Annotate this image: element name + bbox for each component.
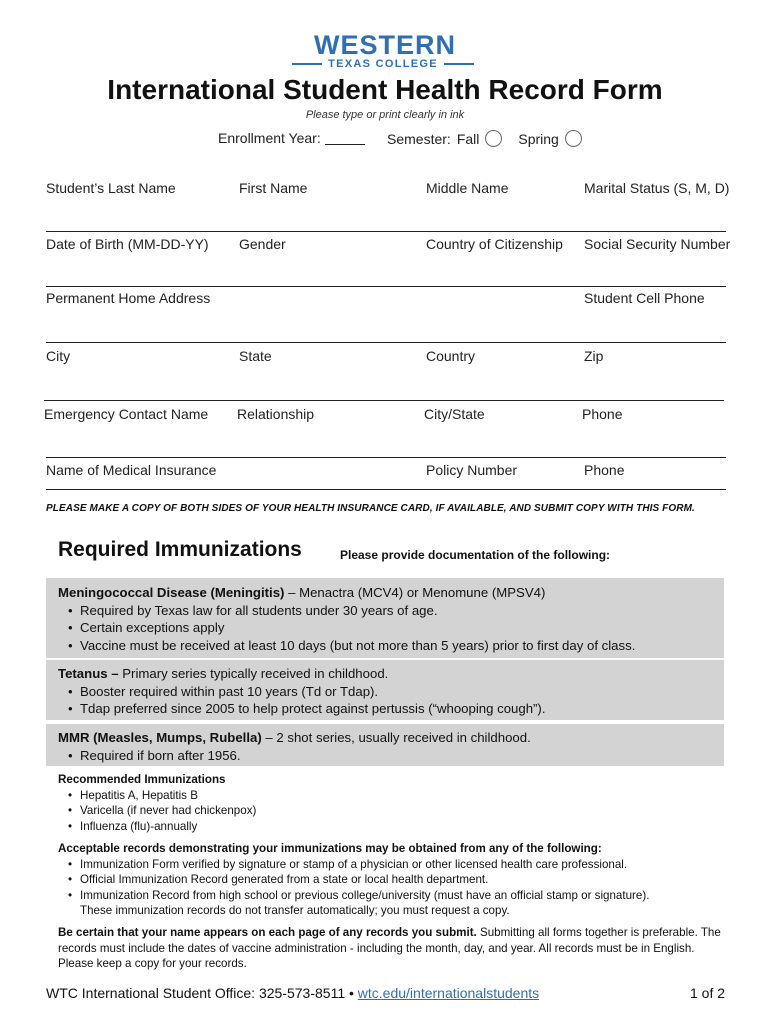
first-name-label: First Name [239,180,308,196]
semester-fall-radio[interactable] [485,130,502,147]
meningitis-bullet: • Required by Texas law for all students under 30 years of age. [58,602,724,620]
last-name-label: Student’s Last Name [46,180,176,196]
recommended-bullet: • Hepatitis A, Hepatitis B [58,788,728,804]
gender-label: Gender [239,236,286,252]
acceptable-records-bullet: • Immunization Record from high school or previous college/university (must have an official stamp or signature). [58,888,728,904]
mmr-title: MMR (Measles, Mumps, Rubella) [58,730,262,745]
relationship-label: Relationship [237,406,315,422]
contact-city-state-label: City/State [424,406,485,422]
documentation-subheading: Please provide documentation of the following: [340,548,611,562]
required-immunizations-heading: Required Immunizations [58,538,302,561]
row4-input-line[interactable] [44,400,724,401]
form-title: International Student Health Record Form [107,74,663,105]
row5-input-line[interactable] [46,457,726,458]
middle-name-label: Middle Name [426,180,509,196]
semester-label: Semester: [387,130,451,147]
meningitis-bullet: • Certain exceptions apply [58,619,724,637]
logo-rule-left [292,63,322,65]
recommended-section [58,772,728,834]
name-notice-rest: Submitting all forms together is preferable. The records must include the dates of vaccine administration - including the month, day, and year. All records must be in English. Please keep a copy for your records. [58,926,721,970]
college-logo-subtitle [292,57,474,71]
recommended-title: Recommended Immunizations [58,773,226,786]
semester-fall-label: Fall [456,130,480,147]
cell-phone-label: Student Cell Phone [584,290,705,306]
citizenship-label: Country of Citizenship [426,236,563,252]
row3-input-line[interactable] [46,342,726,343]
city-label: City [46,348,71,364]
meningitis-title: Meningococcal Disease (Meningitis) [58,585,285,600]
acceptable-records-bullet: • Immunization Form verified by signature or stamp of a physician or other licensed health care professional. [58,857,728,873]
acceptable-records-note: These immunization records do not transfer automatically; you must request a copy. [80,904,510,917]
name-on-records-notice [58,925,728,972]
meningitis-box [46,578,724,658]
college-logo-wordmark: WESTERN [314,30,456,60]
logo-rule-right [444,63,474,65]
page-number: 1 of 2 [690,985,726,1001]
name-notice-bold: Be certain that your name appears on each page of any records you submit. [58,926,477,939]
mmr-box [46,724,724,766]
policy-number-label: Policy Number [426,462,518,478]
international-students-link[interactable]: wtc.edu/internationalstudents [357,985,540,1001]
medical-insurance-label: Name of Medical Insurance [46,462,217,478]
form-instructions: Please type or print clearly in ink [305,109,465,121]
acceptable-records-title: Acceptable records demonstrating your immunizations may be obtained from any of the following: [58,842,602,855]
meningitis-desc: – Menactra (MCV4) or Menomune (MPSV4) [284,585,546,600]
insurance-phone-label: Phone [584,462,625,478]
semester-spring-label: Spring [518,130,559,147]
row1-input-line[interactable] [46,231,726,232]
enrollment-year-input[interactable] [325,144,365,145]
zip-label: Zip [584,348,604,364]
insurance-card-notice: PLEASE MAKE A COPY OF BOTH SIDES OF YOUR HEALTH INSURANCE CARD, IF AVAILABLE, AND SUBMIT COPY WITH THIS FORM. [46,503,695,514]
tetanus-box [46,660,724,720]
emergency-contact-label: Emergency Contact Name [44,406,209,422]
recommended-bullet: • Influenza (flu)-annually [58,819,728,835]
footer-office-contact [46,985,539,1001]
tetanus-desc: Primary series typically received in childhood. [118,666,389,681]
enrollment-year [218,130,365,146]
state-label: State [239,348,272,364]
recommended-bullet: • Varicella (if never had chickenpox) [58,803,728,819]
office-phone-text: WTC International Student Office: 325-573-8511 • [46,985,354,1001]
country-label: Country [426,348,476,364]
marital-status-label: Marital Status (S, M, D) [584,180,730,196]
home-address-label: Permanent Home Address [46,290,211,306]
logo-subtitle-text: TEXAS COLLEGE [328,58,438,70]
tetanus-bullet: • Tdap preferred since 2005 to help protect against pertussis (“whooping cough”). [58,700,724,718]
meningitis-bullet: • Vaccine must be received at least 10 days (but not more than 5 years) prior to first day of class. [58,637,724,655]
mmr-desc: – 2 shot series, usually received in childhood. [261,730,531,745]
contact-phone-label: Phone [582,406,623,422]
acceptable-records-bullet: • Official Immunization Record generated from a state or local health department. [58,872,728,888]
semester-selector [387,130,592,147]
row6-input-line[interactable] [46,489,726,490]
enrollment-year-label: Enrollment Year: [218,130,321,146]
dob-label: Date of Birth (MM-DD-YY) [46,236,209,252]
tetanus-title: Tetanus – [58,666,119,681]
ssn-label: Social Security Number [584,236,731,252]
mmr-bullet: • Required if born after 1956. [58,747,724,765]
row2-input-line[interactable] [46,286,726,287]
acceptable-records-section [58,841,728,919]
semester-spring-radio[interactable] [565,130,582,147]
tetanus-bullet: • Booster required within past 10 years (Td or Tdap). [58,683,724,701]
